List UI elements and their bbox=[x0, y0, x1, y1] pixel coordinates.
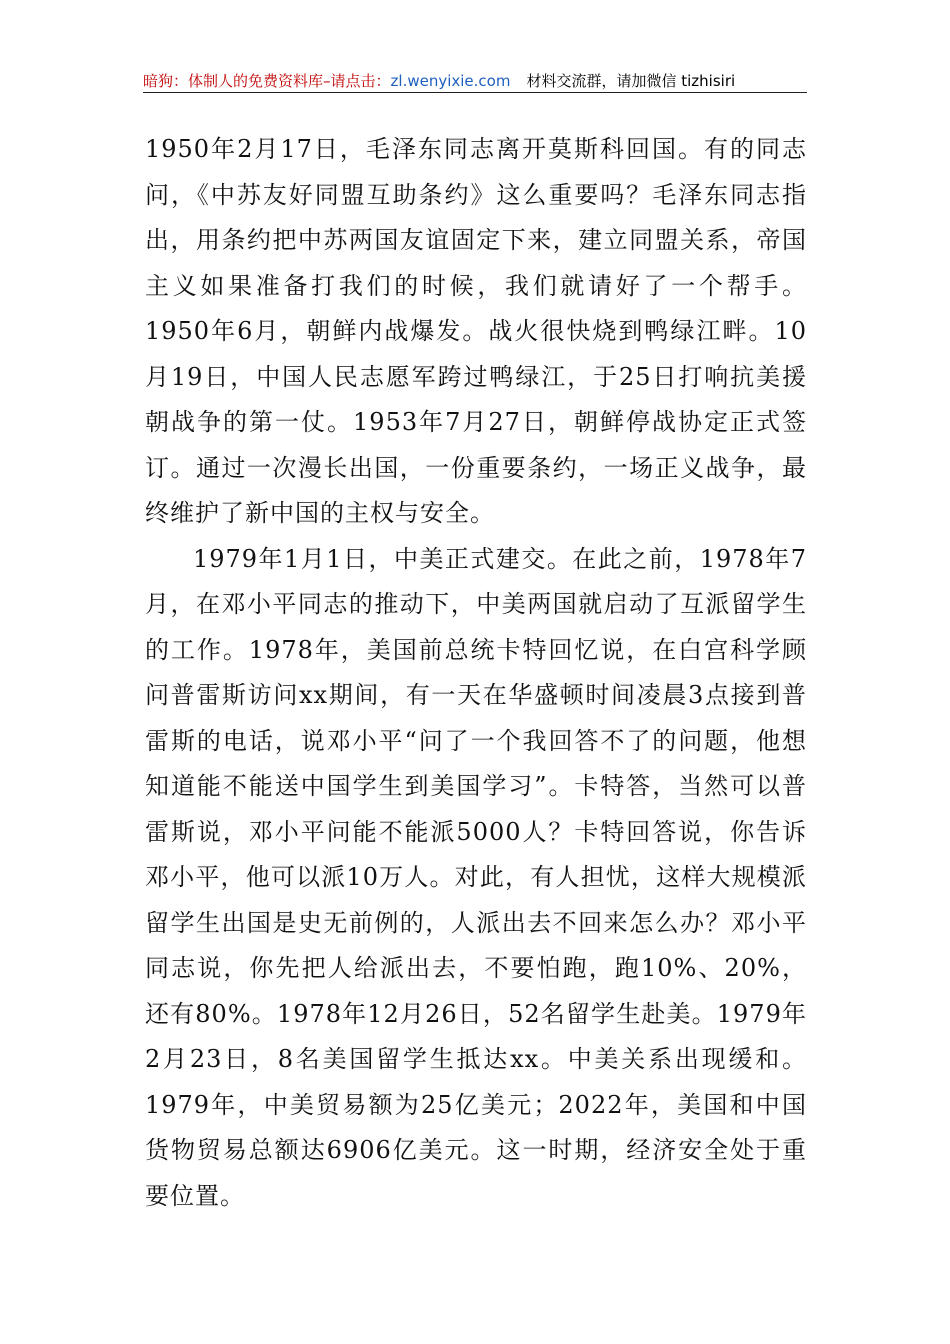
header-site-name: 暗狗：体制人的免费资料库 bbox=[143, 72, 324, 90]
page-header bbox=[143, 70, 807, 93]
paragraph-2: 1979年1月1日，中美正式建交。在此之前，1978年7月，在邓小平同志的推动下，中美两国就启动了互派留学生的工作。1978年，美国前总统卡特回忆说，在白宫科学顾问普雷斯访问xx期间，有一天在华盛顿时间凌晨3点接到普雷斯的电话，说邓小平“问了一个我回答不了的问题，他想知道能不能送中国学生到美国学习”。卡特答，当然可以普雷斯说，邓小平问能不能派5000人？卡特回答说，你告诉邓小平，他可以派10万人。对此，有人担忧，这样大规模派留学生出国是史无前例的，人派出去不回来怎么办？邓小平同志说，你先把人给派出去，不要怕跑，跑10%、20%，还有80%。1978年12月26日，52名留学生赴美。1979年2月23日，8名美国留学生抵达xx。中美关系出现缓和。1979年，中美贸易额为25亿美元；2022年，美国和中国货物贸易总额达6906亿美元。这一时期，经济安全处于重要位置。 bbox=[145, 544, 807, 1210]
header-click-label: –请点击： bbox=[323, 72, 391, 90]
paragraph-1: 1950年2月17日，毛泽东同志离开莫斯科回国。有的同志问，《中苏友好同盟互助条约》这么重要吗？毛泽东同志指出，用条约把中苏两国友谊固定下来，建立同盟关系，帝国主义如果准备打我们的时候，我们就请好了一个帮手。1950年6月，朝鲜内战爆发。战火很快烧到鸭绿江畔。10月19日，中国人民志愿军跨过鸭绿江，于25日打响抗美援朝战争的第一仗。1953年7月27日，朝鲜停战协定正式签订。通过一次漫长出国，一份重要条约，一场正义战争，最终维护了新中国的主权与安全。 bbox=[145, 135, 807, 527]
document-body bbox=[145, 127, 807, 1219]
header-group-text: 材料交流群，请加微信 tizhisiri bbox=[526, 72, 736, 90]
header-url-link[interactable]: zl.wenyixie.com bbox=[390, 72, 511, 90]
